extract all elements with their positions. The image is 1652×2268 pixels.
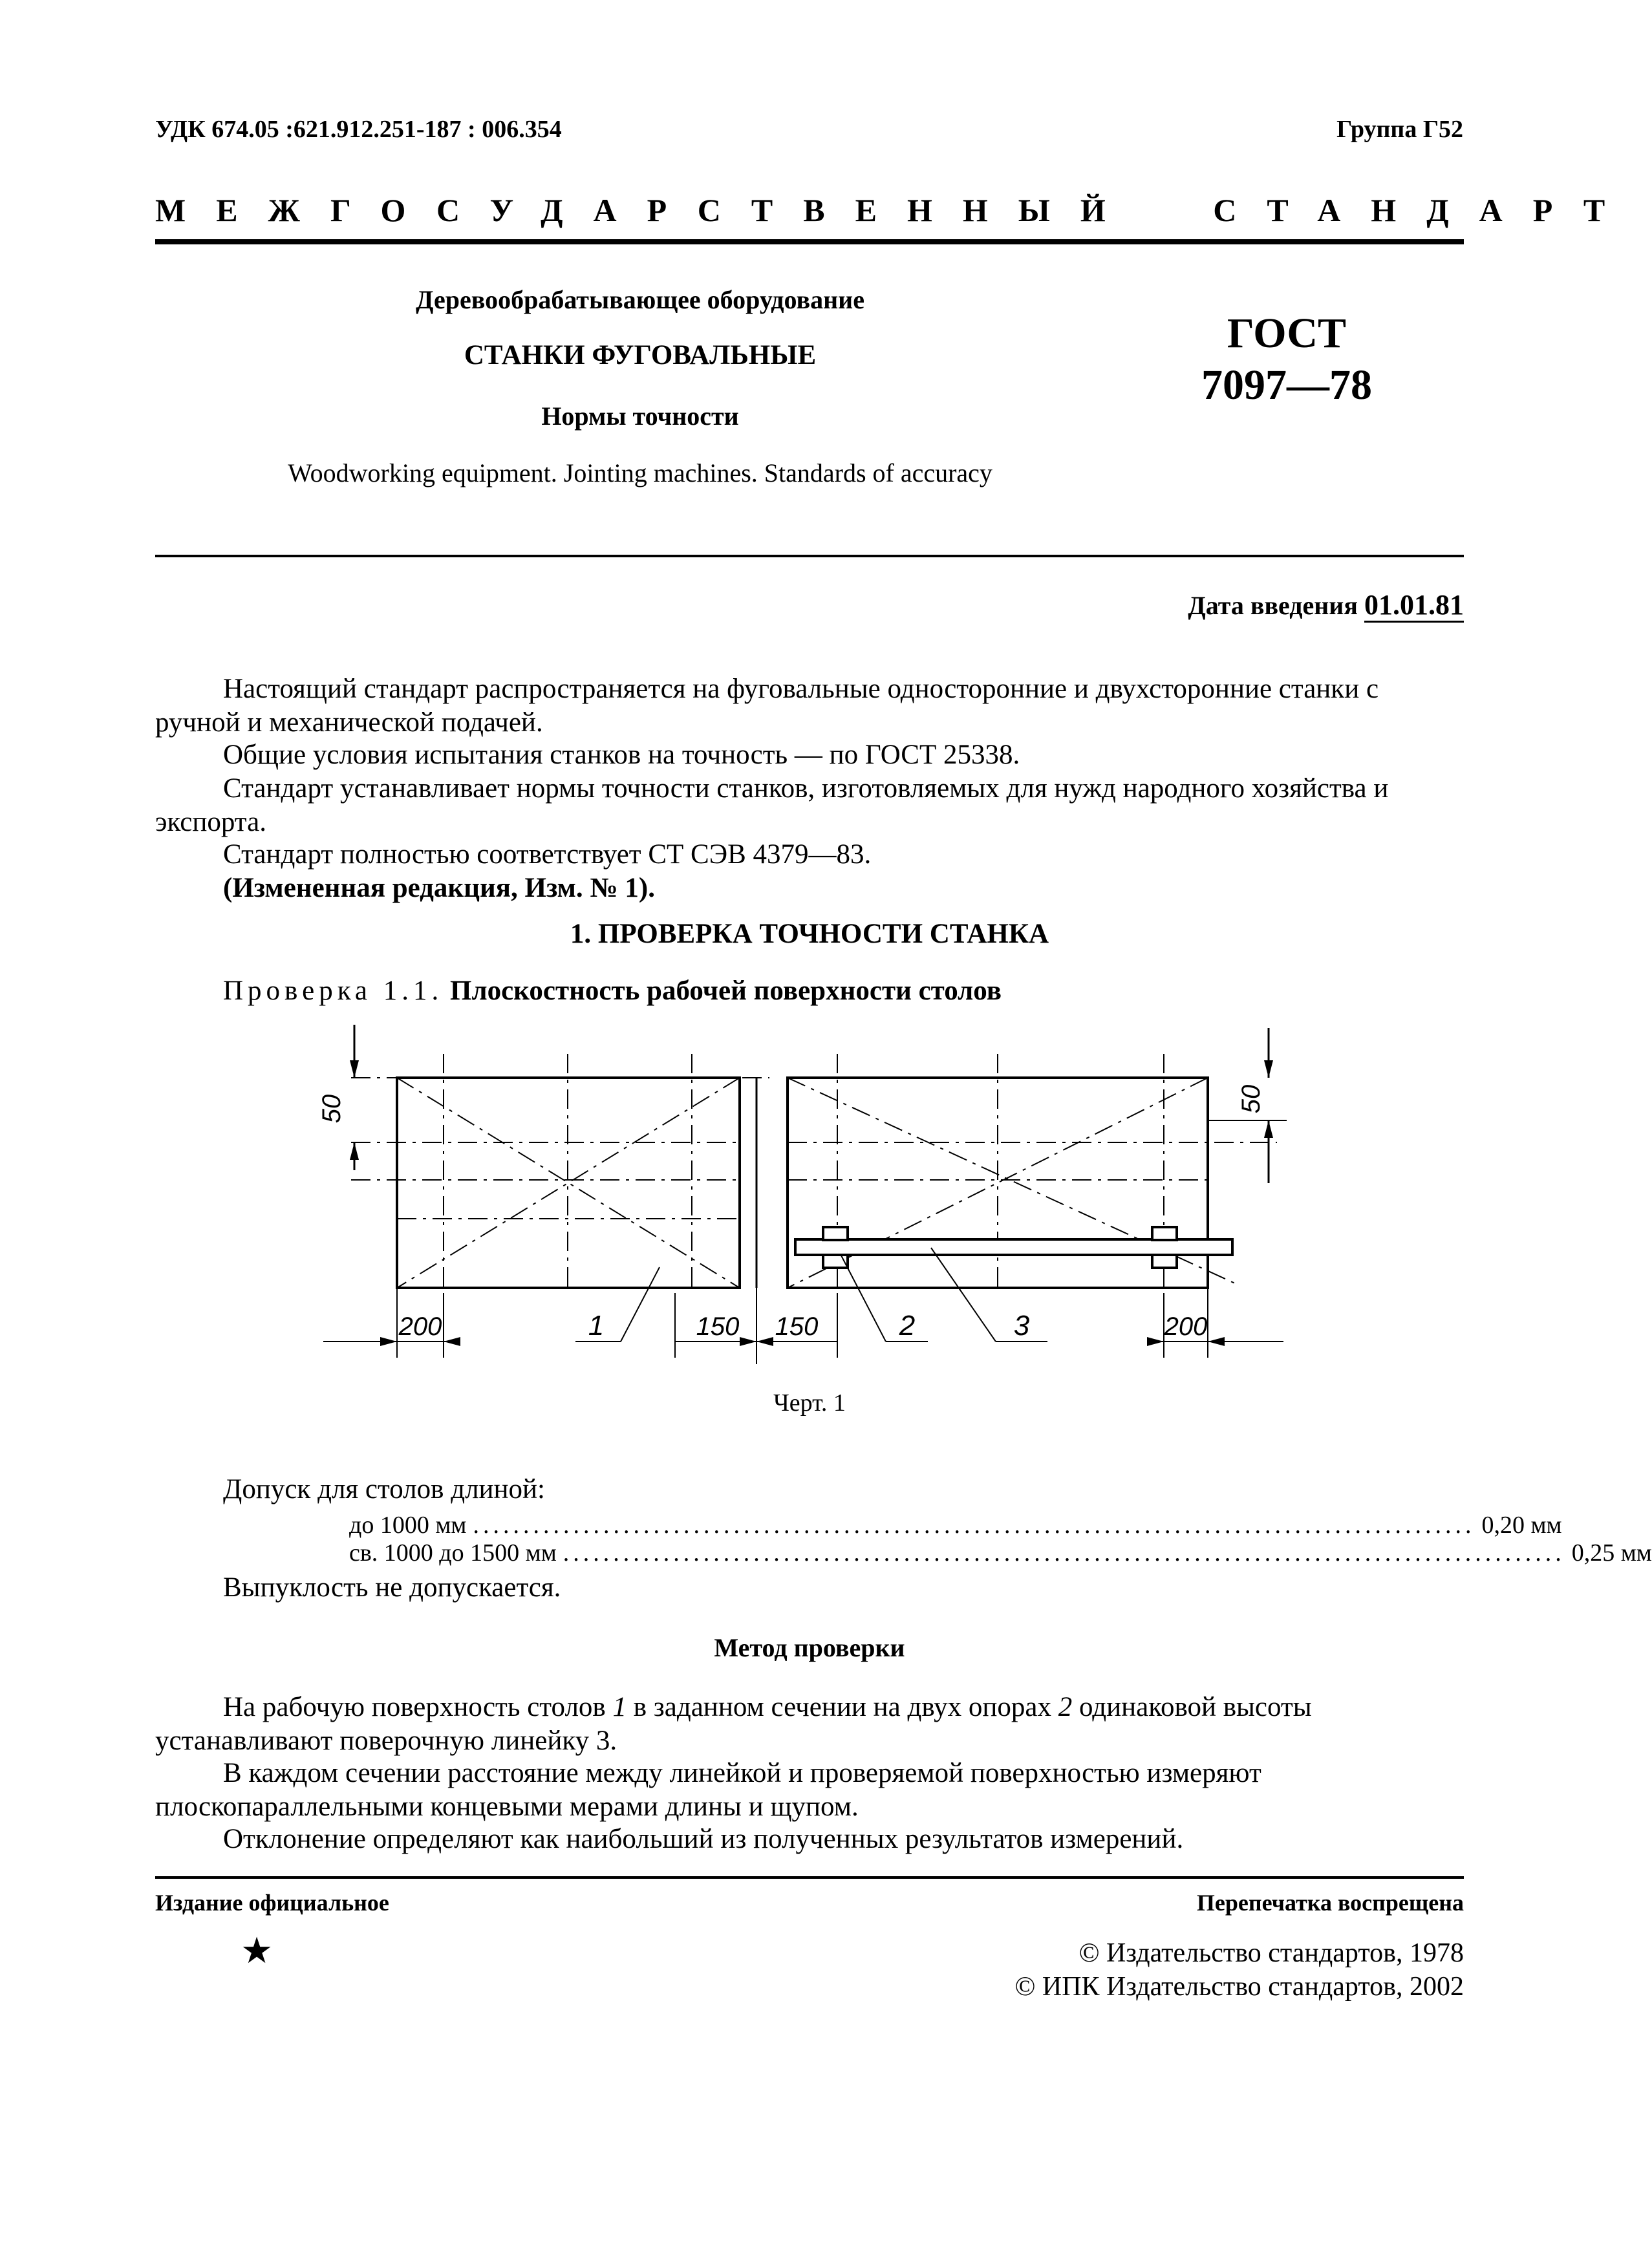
intro-paragraph-2: Общие условия испытания станков на точность — по ГОСТ 25338. [223, 740, 1020, 770]
intro-date-value: 01.01.81 [1364, 589, 1464, 623]
ref-supports: 2 [1058, 1692, 1073, 1722]
copyright-1: © Издательство стандартов, 1978 [1078, 1938, 1464, 1968]
udk-code: УДК 674.05 :621.912.251-187 : 006.354 [155, 116, 562, 143]
check-label: Проверка 1.1. [223, 976, 444, 1006]
ref-tables: 1 [612, 1692, 627, 1722]
english-title: Woodworking equipment. Jointing machines. Standards of accuracy [288, 458, 992, 487]
tolerance-row-value: 0,25 мм [1571, 1539, 1652, 1567]
support-right-top [1152, 1227, 1177, 1240]
tolerance-row-label: до 1000 мм [349, 1512, 467, 1539]
leader-dots: .................................................................................................... [563, 1539, 1565, 1567]
method-paragraph-1 [155, 1691, 1464, 1758]
straightedge [795, 1239, 1232, 1255]
callout-2-supports: 2 [899, 1310, 916, 1342]
figure-caption: Черт. 1 [773, 1389, 846, 1417]
support-left-top [823, 1227, 848, 1240]
tolerance-intro: Допуск для столов длиной: [223, 1474, 546, 1504]
check-title: Плоскостность рабочей поверхности столов [450, 976, 1002, 1006]
document-title: СТАНКИ ФУГОВАЛЬНЫЕ [464, 340, 817, 370]
tolerance-row [349, 1539, 1652, 1567]
method-paragraph-2: В каждом сечении расстояние между линейкой и проверяемой поверхностью измеряют плоскопараллельными концевыми мерами длины и щупом. [155, 1758, 1261, 1822]
support-right-bottom [1152, 1255, 1177, 1268]
left-table-outline [397, 1078, 740, 1288]
tolerance-row-label: св. 1000 до 1500 мм [349, 1539, 557, 1567]
intro-date-label: Дата введения [1188, 591, 1358, 620]
gost-label: ГОСТ [1227, 310, 1347, 357]
official-edition: Издание официальное [155, 1890, 389, 1916]
category-title: Деревообрабатывающее оборудование [416, 285, 864, 314]
dim-left-200: 200 [398, 1312, 442, 1341]
standard-banner: МЕЖГОСУДАРСТВЕННЫЙ СТАНДАРТ [155, 192, 1636, 228]
star-icon: ★ [241, 1931, 274, 1971]
document-subtitle: Нормы точности [541, 401, 739, 431]
dim-gap-right-150: 150 [775, 1312, 819, 1341]
callout-1-tables: 1 [588, 1310, 605, 1342]
group-code: Группа Г52 [1336, 116, 1463, 143]
dim-right-200: 200 [1164, 1312, 1208, 1341]
convexity-note: Выпуклость не допускается. [223, 1572, 561, 1603]
amendment-note: (Измененная редакция, Изм. № 1). [223, 873, 655, 903]
dim-left-50: 50 [317, 1094, 346, 1124]
dim-gap-left-150: 150 [696, 1312, 740, 1341]
intro-paragraph-4: Стандарт полностью соответствует СТ СЭВ 4379—83. [223, 839, 872, 870]
intro-paragraph-3: Стандарт устанавливает нормы точности станков, изготовляемых для нужд народного хозяйства и экспорта. [155, 773, 1389, 837]
tolerance-row [349, 1511, 1562, 1539]
method-text: в заданном сечении на двух опорах [626, 1692, 1058, 1722]
method-paragraph-3: Отклонение определяют как наибольший из полученных результатов измерений. [223, 1824, 1184, 1854]
copyright-2: © ИПК Издательство стандартов, 2002 [1014, 1972, 1464, 2002]
section-heading: 1. ПРОВЕРКА ТОЧНОСТИ СТАНКА [570, 919, 1049, 949]
intro-paragraph-1: Настоящий стандарт распространяется на фуговальные односторонние и двухсторонние станки с ручной и механической подачей. [155, 674, 1379, 738]
footer-rule [155, 1876, 1464, 1879]
method-text: одинаковой высоты устанавливают поверочную линейку 3. [155, 1692, 1312, 1756]
leader-dots: .................................................................................................... [473, 1512, 1475, 1539]
callout-3-straightedge: 3 [1013, 1310, 1030, 1342]
tolerance-row-value: 0,20 мм [1481, 1512, 1562, 1539]
method-heading: Метод проверки [714, 1633, 905, 1662]
dim-right-50: 50 [1237, 1084, 1265, 1114]
gost-number: 7097—78 [1201, 361, 1372, 409]
reprint-prohibited: Перепечатка воспрещена [1196, 1890, 1464, 1916]
method-text: На рабочую поверхность столов [223, 1692, 613, 1722]
